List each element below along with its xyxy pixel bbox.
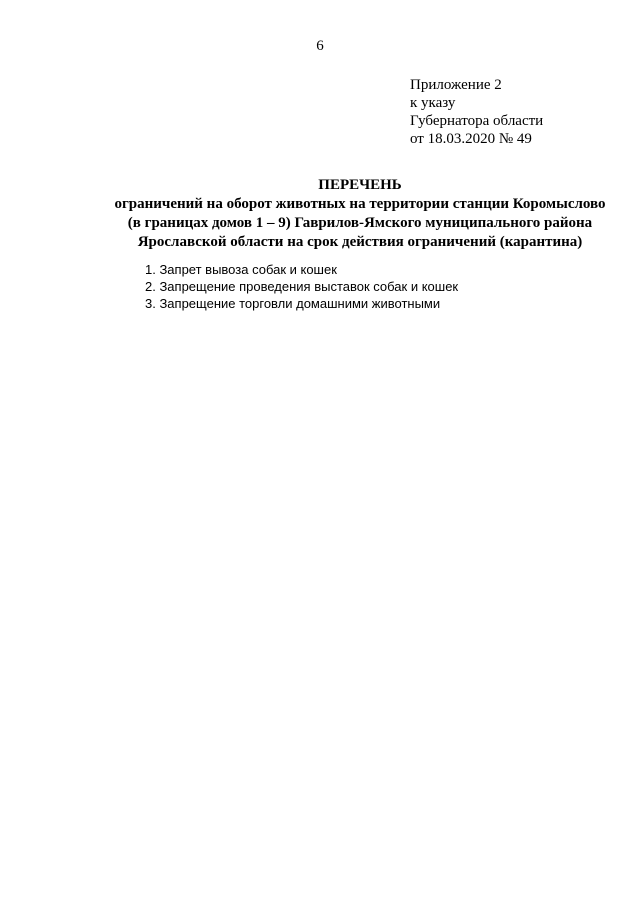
appendix-line-3: Губернатора области [410,113,544,129]
appendix-block [410,76,543,148]
page-number: 6 [316,38,324,54]
heading-line-3: Ярославской области на срок действия ограничений (карантина) [137,234,583,250]
heading-line-2: (в границах домов 1 – 9) Гаврилов-Ямского муниципального района [127,215,593,231]
appendix-line-4: от 18.03.2020 № 49 [410,131,532,147]
document-heading [60,176,640,252]
heading-title: ПЕРЕЧЕНЬ [318,177,402,193]
appendix-line-1: Приложение 2 [410,77,502,93]
list-item: 3. Запрещение торговли домашними животными [145,296,441,311]
list-item: 2. Запрещение проведения выставок собак и кошек [145,279,459,294]
heading-line-1: ограничений на оборот животных на территории станции Коромыслово [114,196,606,212]
restrictions-list [145,261,458,312]
appendix-line-2: к указу [410,95,456,111]
list-item: 1. Запрет вывоза собак и кошек [145,262,337,277]
